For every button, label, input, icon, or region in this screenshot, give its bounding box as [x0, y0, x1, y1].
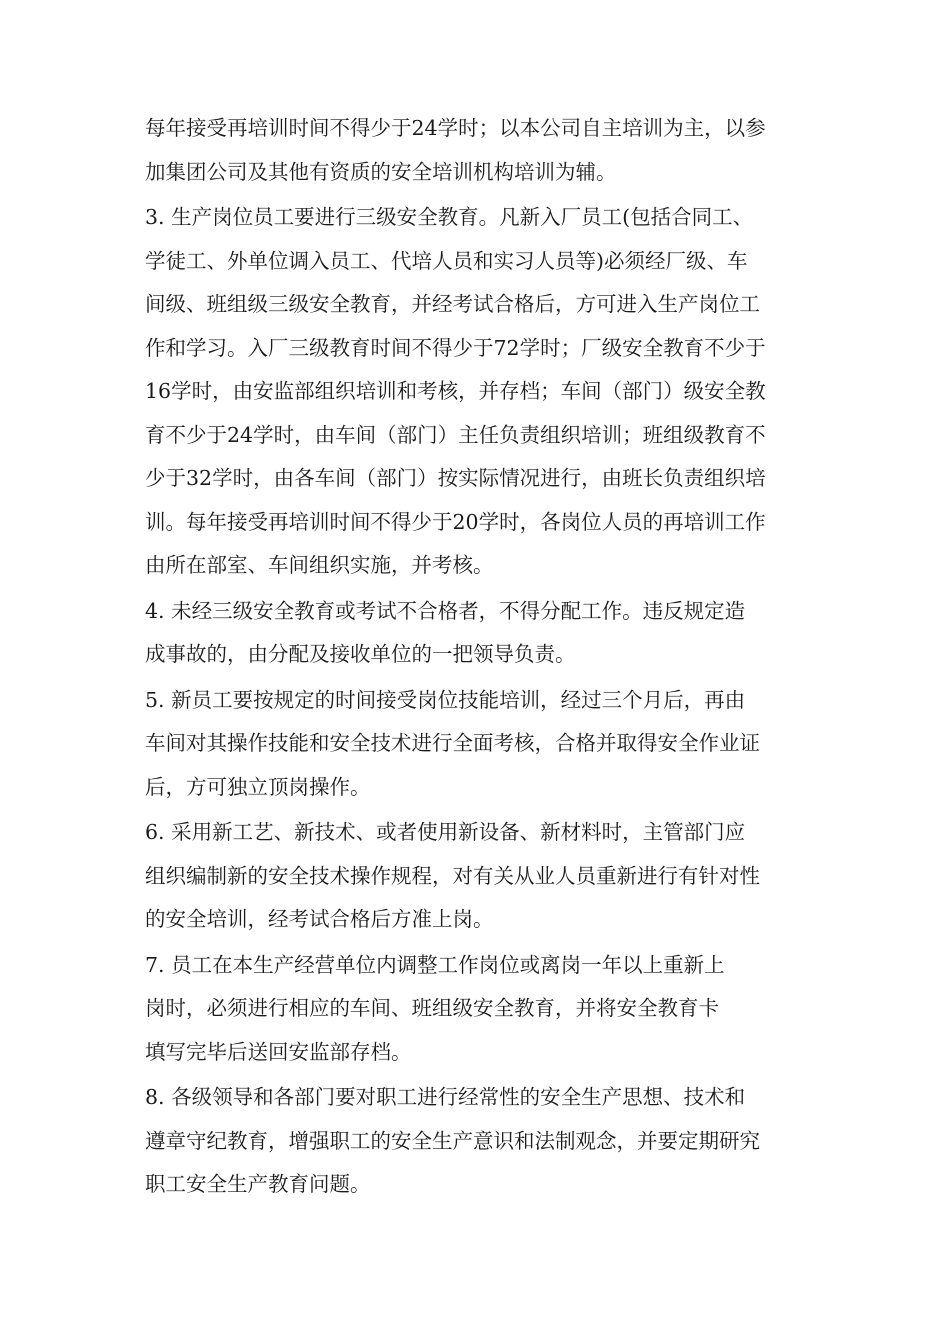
paragraph-item-6: 6. 采用新工艺、新技术、或者使用新设备、新材料时，主管部门应 组织编制新的安全技术操作规程，对有关从业人员重新进行有针对性 的安全培训，经考试合格后方准上岗。 — [145, 820, 760, 931]
paragraph-retraining-hours: 每年接受再培训时间不得少于24学时；以本公司自主培训为主，以参 加集团公司及其他有资质的安全培训机构培训为辅。 — [145, 116, 766, 184]
paragraph-item-7: 7. 员工在本生产经营单位内调整工作岗位或离岗一年以上重新上 岗时，必须进行相应的车间、班组级安全教育，并将安全教育卡 填写完毕后送回安监部存档。 — [145, 952, 725, 1064]
paragraph-item-4: 4. 未经三级安全教育或考试不合格者，不得分配工作。违反规定造 成事故的，由分配及接收单位的一把领导负责。 — [145, 598, 746, 666]
document-body — [145, 107, 805, 1209]
paragraph-item-8: 8. 各级领导和各部门要对职工进行经常性的安全生产思想、技术和 遵章守纪教育，增强职工的安全生产意识和法制观念，并要定期研究 职工安全生产教育问题。 — [145, 1085, 760, 1196]
paragraph-item-3: 3. 生产岗位员工要进行三级安全教育。凡新入厂员工(包括合同工、 学徒工、外单位调入员工、代培人员和实习人员等)必须经厂级、车 间级、班组级三级安全教育，并经考试合格后，方可进入生产岗位工 作和学习。入厂三级教育时间不得少于72学时；厂级安全教育不少于 16学时，由安监部组织培训和考核，并存档；车间（部门）级安全教 育不少于24学时，由车间（部门）主任负责组织培训；班组级教育不 少于32学时，由各车间（部门）按实际情况进行，由班长负责组织培 训。每年接受再培训时间不得少于20学时，各岗位人员的再培训工作 由所在部室、车间组织实施，并考核。 — [145, 205, 766, 577]
paragraph-item-5: 5. 新员工要按规定的时间接受岗位技能培训，经过三个月后，再由 车间对其操作技能和安全技术进行全面考核，合格并取得安全作业证 后，方可独立顶岗操作。 — [145, 687, 760, 799]
